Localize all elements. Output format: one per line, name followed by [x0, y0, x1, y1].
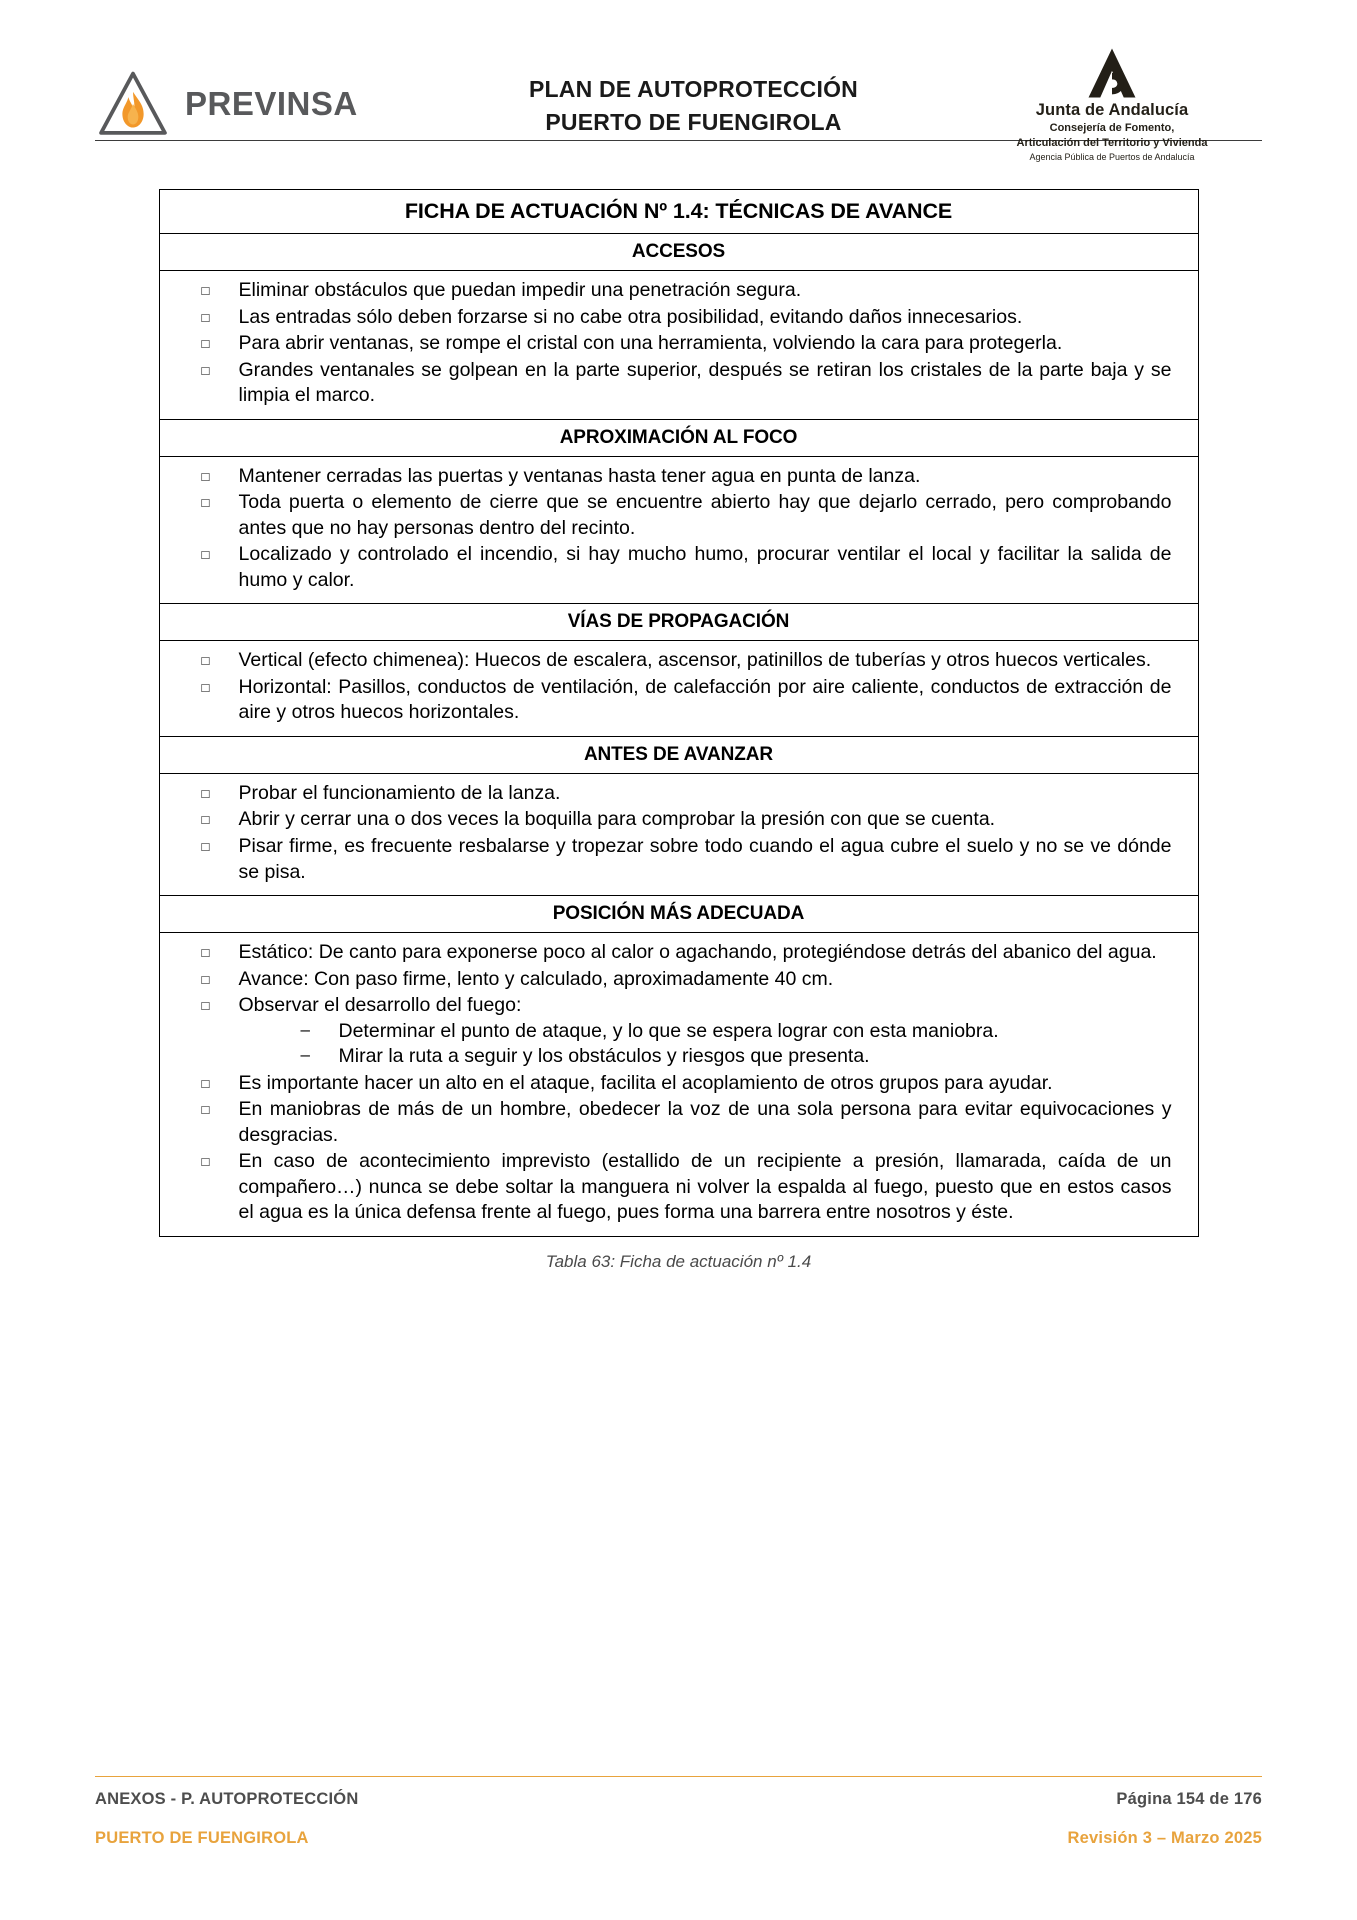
sub-bullet-list: [239, 1019, 1172, 1070]
section-body: [160, 271, 1198, 420]
junta-andalucia-arch-icon: [1080, 46, 1144, 100]
bullet-item: [186, 807, 1172, 833]
previnsa-logo: [95, 66, 425, 142]
ficha-sections: [160, 234, 1198, 1236]
bullet-text: Vertical (efecto chimenea): Huecos de escalera, ascensor, patinillos de tuberías y otros huecos verticales.: [238, 649, 1152, 672]
bullet-item: [186, 993, 1172, 1070]
page-header: [95, 0, 1262, 163]
footer-row-bottom: [95, 1829, 1262, 1848]
section-heading: VÍAS DE PROPAGACIÓN: [160, 604, 1198, 641]
footer-document-label: ANEXOS - P. AUTOPROTECCIÓN: [95, 1790, 359, 1808]
bullet-list: [186, 464, 1172, 594]
bullet-text: Pisar firme, es frecuente resbalarse y tropezar sobre todo cuando el agua cubre el suelo y no se ve dónde se pisa.: [238, 834, 1172, 883]
ficha-table: [159, 189, 1199, 1237]
header-title-line-1: PLAN DE AUTOPROTECCIÓN: [529, 75, 858, 102]
sub-bullet-item: [239, 1019, 1172, 1045]
footer-page-number: Página 154 de 176: [1116, 1790, 1262, 1808]
bullet-item: [186, 542, 1172, 593]
bullet-text: Para abrir ventanas, se rompe el cristal con una herramienta, volviendo la cara para protegerla.: [238, 332, 1063, 355]
bullet-text: Mantener cerradas las puertas y ventanas hasta tener agua en punta de lanza.: [238, 464, 921, 487]
bullet-item: [186, 490, 1172, 541]
bullet-text: En maniobras de más de un hombre, obedecer la voz de una sola persona para evitar equivocaciones y desgracias.: [238, 1098, 1172, 1146]
bullet-text: Observar el desarrollo del fuego:: [238, 994, 522, 1017]
sub-bullet-text: Mirar la ruta a seguir y los obstáculos y riesgos que presenta.: [338, 1045, 870, 1068]
bullet-text: Horizontal: Pasillos, conductos de ventilación, de calefacción por aire caliente, conductos de extracción de aire y otros huecos horizontales.: [238, 675, 1172, 724]
footer-divider: [95, 1776, 1262, 1777]
bullet-text: Es importante hacer un alto en el ataque, facilita el acoplamiento de otros grupos para ayudar.: [238, 1071, 1053, 1094]
agency-subline: Agencia Pública de Puertos de Andalucía: [1029, 152, 1195, 163]
bullet-item: [186, 305, 1172, 331]
bullet-item: [186, 464, 1172, 490]
previnsa-wordmark: PREVINSA: [185, 85, 358, 122]
bullet-text: Estático: De canto para exponerse poco al calor o agachando, protegiéndose detrás del abanico del agua.: [238, 941, 1157, 964]
bullet-item: [186, 834, 1172, 885]
sub-bullet-text: Determinar el punto de ataque, y lo que se espera lograr con esta maniobra.: [338, 1019, 999, 1042]
bullet-item: [186, 1071, 1172, 1097]
section-heading: ANTES DE AVANZAR: [160, 737, 1198, 774]
bullet-list: [186, 278, 1172, 409]
bullet-text: Abrir y cerrar una o dos veces la boquilla para comprobar la presión con que se cuenta.: [238, 808, 996, 831]
section-heading: ACCESOS: [160, 234, 1198, 271]
bullet-text: Avance: Con paso firme, lento y calculado, aproximadamente 40 cm.: [238, 967, 834, 990]
bullet-item: [186, 940, 1172, 966]
section-heading: POSICIÓN MÁS ADECUADA: [160, 896, 1198, 933]
bullet-text: Localizado y controlado el incendio, si hay mucho humo, procurar ventilar el local y facilitar la salida de humo y calor.: [238, 543, 1172, 591]
header-title-block: [425, 73, 962, 140]
triangle-flame-icon: [95, 66, 171, 142]
section-body: [160, 933, 1198, 1236]
agency-dept-line-2: Articulación del Territorio y Vivienda: [1016, 137, 1208, 150]
bullet-item: [186, 781, 1172, 807]
header-title-line-2: PUERTO DE FUENGIROLA: [545, 109, 842, 135]
footer-port-label: PUERTO DE FUENGIROLA: [95, 1829, 309, 1847]
bullet-text: Eliminar obstáculos que puedan impedir una penetración segura.: [238, 279, 802, 301]
bullet-item: [186, 358, 1172, 409]
bullet-list: [186, 648, 1172, 726]
agency-dept-line-1: Consejería de Fomento,: [1049, 122, 1175, 135]
bullet-list: [186, 940, 1172, 1226]
agency-name: Junta de Andalucía: [1035, 101, 1189, 120]
sub-bullet-item: [239, 1044, 1172, 1070]
section-body: [160, 641, 1198, 737]
bullet-item: [186, 675, 1172, 726]
footer-revision: Revisión 3 – Marzo 2025: [1067, 1829, 1262, 1847]
junta-andalucia-logo: [962, 46, 1262, 164]
footer-row-top: [95, 1790, 1262, 1809]
bullet-item: [186, 648, 1172, 674]
bullet-text: Toda puerta o elemento de cierre que se encuentre abierto hay que dejarlo cerrado, pero comprobando antes que no hay personas dentro del recinto.: [238, 491, 1172, 539]
ficha-title: FICHA DE ACTUACIÓN Nº 1.4: TÉCNICAS DE AVANCE: [160, 190, 1198, 234]
bullet-item: [186, 331, 1172, 357]
bullet-text: Probar el funcionamiento de la lanza.: [238, 781, 561, 804]
bullet-text: En caso de acontecimiento imprevisto (estallido de un recipiente a presión, llamarada, caída de un compañero…) nunca se debe soltar la manguera ni volver la espalda al fuego, puesto que en estos casos el agua es la única defensa frente al fuego, pues forma una barrera entre nosotros y éste.: [238, 1150, 1172, 1224]
bullet-item: [186, 967, 1172, 993]
section-heading: APROXIMACIÓN AL FOCO: [160, 420, 1198, 457]
bullet-item: [186, 1149, 1172, 1226]
bullet-text: Grandes ventanales se golpean en la parte superior, después se retiran los cristales de la parte baja y se limpia el marco.: [238, 358, 1172, 407]
bullet-item: [186, 278, 1172, 304]
page-footer: [95, 1776, 1262, 1848]
bullet-item: [186, 1097, 1172, 1148]
bullet-text: Las entradas sólo deben forzarse si no cabe otra posibilidad, evitando daños innecesarios.: [238, 305, 1023, 328]
table-caption: Tabla 63: Ficha de actuación nº 1.4: [545, 1251, 812, 1271]
section-body: [160, 774, 1198, 896]
section-body: [160, 457, 1198, 605]
bullet-list: [186, 781, 1172, 885]
